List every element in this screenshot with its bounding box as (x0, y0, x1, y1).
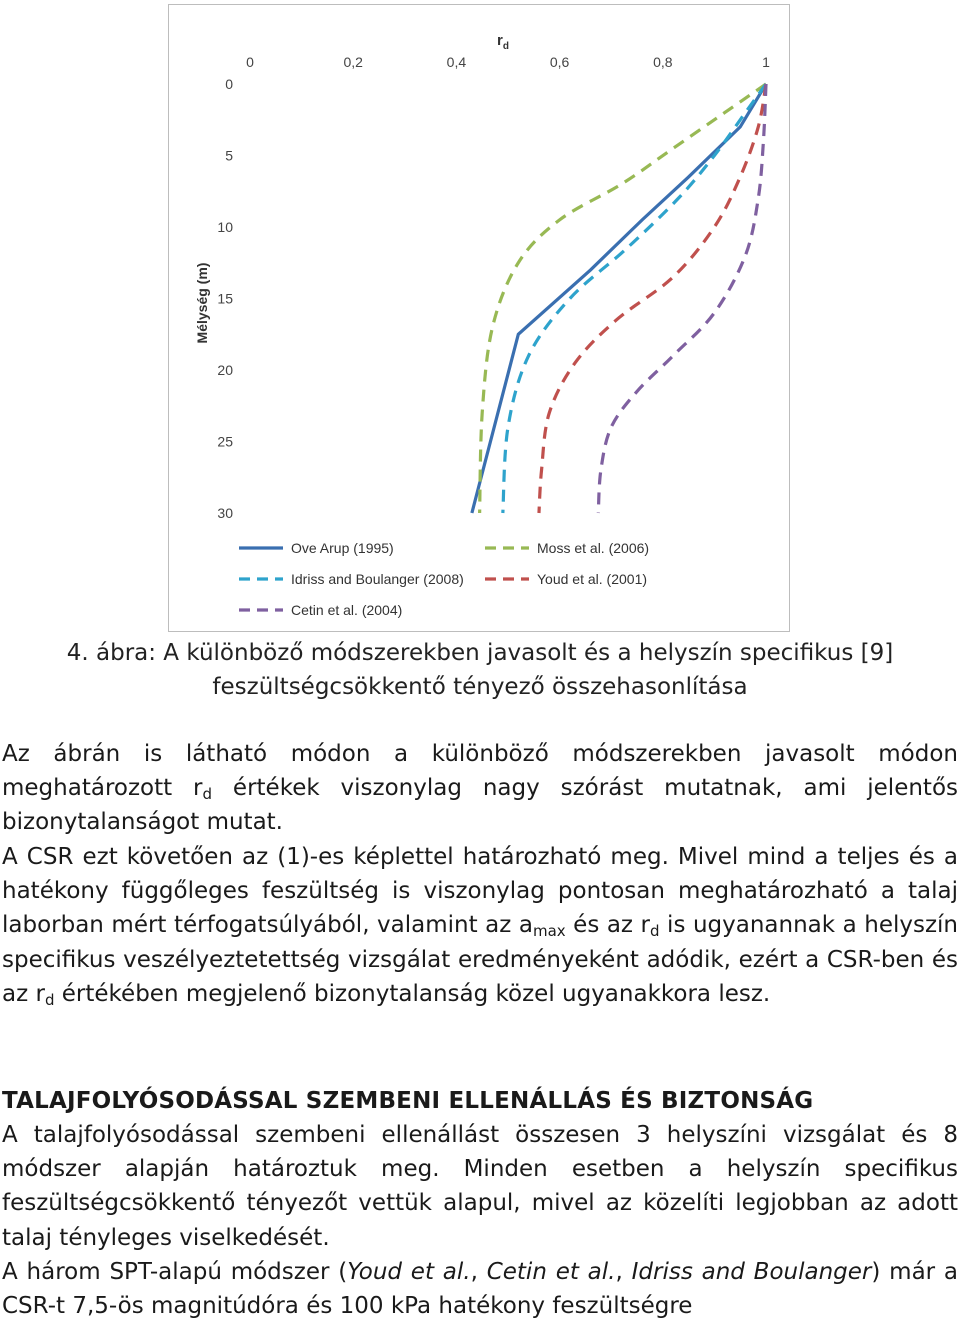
rd-depth-chart (169, 5, 789, 631)
caption-line-2: feszültségcsökkentő tényező összehasonlítása (212, 674, 748, 700)
y-tick-label: 20 (217, 362, 233, 378)
x-tick-label: 0,2 (343, 54, 363, 70)
legend-label: Idriss and Boulanger (2008) (291, 571, 464, 587)
x-axis-title: $r_d$ (497, 32, 509, 52)
y-axis-title: Mélység (m) (194, 262, 210, 344)
legend-label: Cetin et al. (2004) (291, 602, 403, 618)
paragraph-4: A három SPT-alapú módszer (Youd et al., Cetin et al., Idriss and Boulanger) már a CSR-t 7,5-ös magnitúdóra és 100 kPa hatékony feszültségre (2, 1259, 959, 1320)
series-line (539, 84, 766, 513)
legend-label: Youd et al. (2001) (537, 571, 648, 587)
y-tick-label: 10 (217, 219, 233, 235)
y-tick-label: 5 (225, 147, 233, 164)
legend-label: Ove Arup (1995) (291, 540, 394, 556)
x-tick-label: 0,6 (549, 54, 570, 70)
x-tick-label: 1 (762, 54, 770, 70)
x-tick-label: 0,4 (446, 54, 467, 70)
figure-caption (0, 636, 960, 704)
x-tick-label: 0,8 (653, 54, 673, 70)
y-tick-label: 30 (217, 505, 233, 521)
section-heading: TALAJFOLYÓSODÁSSAL SZEMBENI ELLENÁLLÁS ÉS BIZTONSÁG (2, 1088, 814, 1114)
paragraph-2: A CSR ezt követően az (1)-es képlettel határozható meg. Mivel mind a teljes és a hatékony függőleges feszültség is viszonylag pontosan meghatározható a talaj laborban mért térfogatsúlyából, valamint az $a_{max}$ és az $r_d$ is ugyanannak a helyszín specifikus veszélyeztetettség vizsgálat eredményeként adódik, ezért a CSR-ben és az $r_d$ értékében megjelenő bizonytalanság közel ugyanakkora lesz. (2, 844, 958, 1009)
figure-frame (168, 4, 790, 632)
x-tick-label: 0 (246, 54, 254, 70)
legend-label: Moss et al. (2006) (537, 540, 650, 556)
series-line (598, 84, 766, 513)
paragraph-1: Az ábrán is látható módon a különböző módszerekben javasolt módon meghatározott $r_d$ értékek viszonylag nagy szórást mutatnak, ami jelentős bizonytalanságot mutat. (2, 741, 958, 836)
y-tick-label: 0 (225, 76, 233, 92)
paragraph-3: A talajfolyósodással szembeni ellenállást összesen 3 helyszíni vizsgálat és 8 módszer alapján határoztuk meg. Minden esetben a helyszín specifikus feszültségcsökkentő tényezőt vettük alapul, mivel az közelíti legjobban az adott talaj tényleges viselkedését. (2, 1122, 958, 1251)
caption-line-1: 4. ábra: A különböző módszerekben javasolt és a helyszín specifikus [9] (66, 640, 894, 666)
y-tick-label: 15 (217, 290, 233, 307)
series-line (472, 84, 766, 513)
y-tick-label: 25 (217, 433, 233, 450)
